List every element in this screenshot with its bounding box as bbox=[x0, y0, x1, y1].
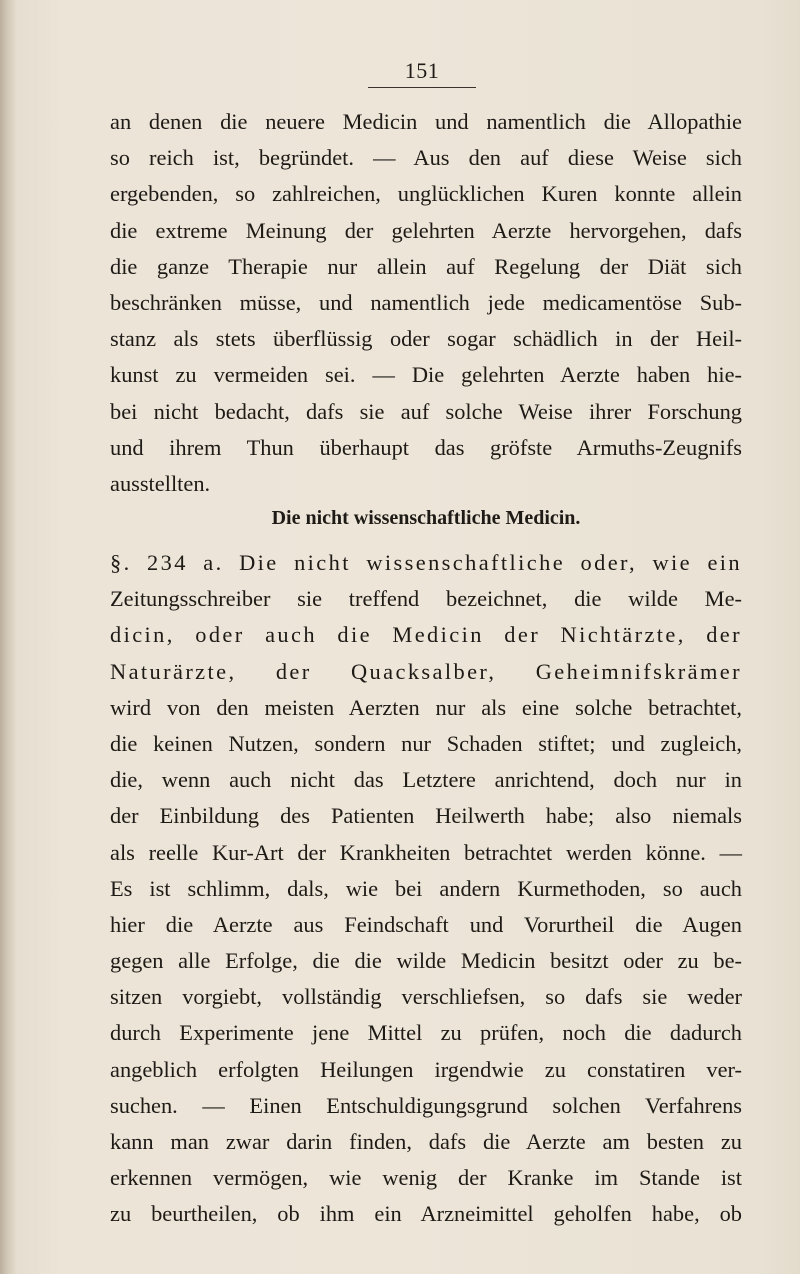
page-number: 151 bbox=[404, 58, 440, 83]
text-line: durch Experimente jene Mittel zu prüfen, noch die dadurch bbox=[110, 1020, 742, 1046]
text-line: dicin, oder auch die Medicin der Nichtärzte, der bbox=[110, 622, 742, 648]
text-line: der Einbildung des Patienten Heilwerth habe; also niemals bbox=[110, 803, 742, 829]
text-line: Es ist schlimm, dals, wie bei andern Kurmethoden, so auch bbox=[110, 875, 742, 901]
paragraph-2 bbox=[110, 545, 742, 1233]
section-heading: Die nicht wissenschaftliche Medicin. bbox=[271, 507, 581, 529]
paragraph-1 bbox=[110, 104, 742, 502]
text-line: so reich ist, begründet. — Aus den auf diese Weise sich bbox=[110, 145, 742, 171]
text-line: erkennen vermögen, wie wenig der Kranke im Stande ist bbox=[110, 1165, 742, 1191]
text-line: kunst zu vermeiden sei. — Die gelehrten Aerzte haben hie- bbox=[110, 362, 742, 388]
text-line: bei nicht bedacht, dafs sie auf solche Weise ihrer Forschung bbox=[110, 398, 742, 424]
text-line: sitzen vorgiebt, vollständig verschliefsen, so dafs sie weder bbox=[110, 984, 742, 1010]
spine-shadow bbox=[0, 0, 16, 1274]
text-line: wird von den meisten Aerzten nur als eine solche betrachtet, bbox=[110, 694, 742, 720]
text-line: die, wenn auch nicht das Letztere anrichtend, doch nur in bbox=[110, 767, 742, 793]
text-line: Naturärzte, der Quacksalber, Geheimnifskrämer bbox=[110, 658, 742, 684]
text-line: kann man zwar darin finden, dafs die Aerzte am besten zu bbox=[110, 1129, 742, 1154]
text-line: ergebenden, so zahlreichen, unglücklichen Kuren konnte allein bbox=[110, 181, 742, 207]
text-line: §. 234 a. Die nicht wissenschaftliche oder, wie ein bbox=[110, 550, 742, 575]
text-line: Zeitungsschreiber sie treffend bezeichnet, die wilde Me- bbox=[110, 586, 742, 612]
text-line: angeblich erfolgten Heilungen irgendwie zu constatiren ver- bbox=[110, 1056, 742, 1082]
text-line: an denen die neuere Medicin und namentlich die Allopathie bbox=[110, 109, 742, 134]
text-line: gegen alle Erfolge, die die wilde Medicin besitzt oder zu be- bbox=[110, 948, 742, 974]
text-line: die extreme Meinung der gelehrten Aerzte hervorgehen, dafs bbox=[110, 217, 742, 243]
text-line: die ganze Therapie nur allein auf Regelung der Diät sich bbox=[110, 253, 742, 279]
text-line: beschränken müsse, und namentlich jede medicamentöse Sub- bbox=[110, 289, 742, 315]
text-line: als reelle Kur-Art der Krankheiten betrachtet werden könne. — bbox=[110, 839, 742, 865]
text-line: und ihrem Thun überhaupt das gröfste Armuths-Zeugnifs bbox=[110, 434, 742, 460]
text-line: zu beurtheilen, ob ihm ein Arzneimittel geholfen habe, ob bbox=[110, 1201, 742, 1227]
text-line: suchen. — Einen Entschuldigungsgrund solchen Verfahrens bbox=[110, 1092, 742, 1118]
text-line: stanz als stets überflüssig oder sogar schädlich in der Heil- bbox=[110, 326, 742, 352]
page-number-rule bbox=[368, 87, 476, 88]
text-line: ausstellten. bbox=[110, 470, 211, 496]
text-line: hier die Aerzte aus Feindschaft und Vorurtheil die Augen bbox=[110, 911, 742, 937]
text-line: die keinen Nutzen, sondern nur Schaden stiftet; und zugleich, bbox=[110, 730, 742, 756]
